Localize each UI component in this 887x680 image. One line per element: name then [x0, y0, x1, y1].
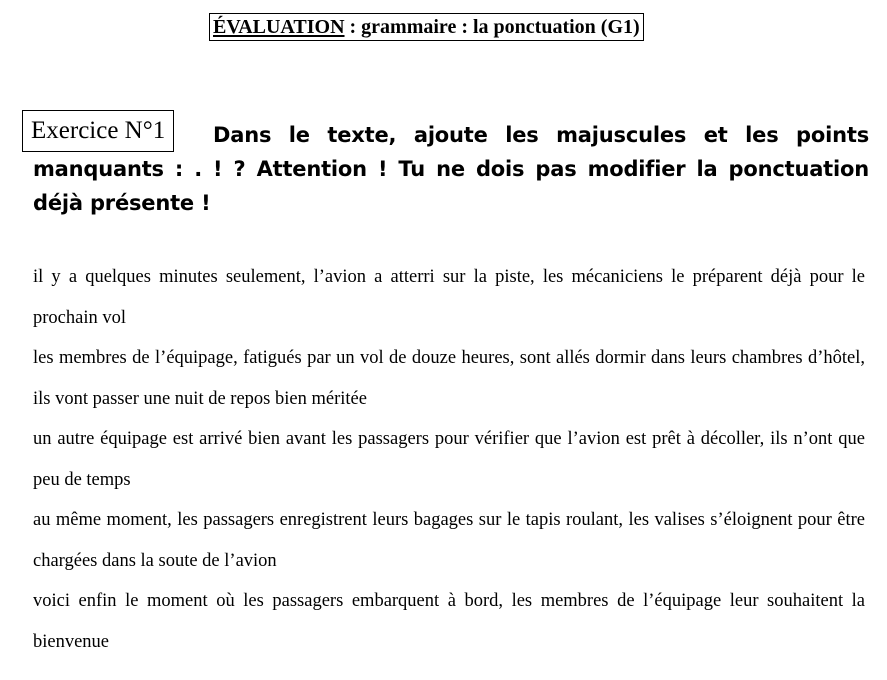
passage-paragraph: voici enfin le moment où les passagers embarquent à bord, les membres de l’équipage leur souhaitent la bienvenue — [33, 591, 865, 652]
passage-paragraph: au même moment, les passagers enregistrent leurs bagages sur le tapis roulant, les valises s’éloignent pour être chargées dans la soute de l’avion — [33, 510, 865, 571]
passage-paragraph: les membres de l’équipage, fatigués par un vol de douze heures, sont allés dormir dans leurs chambres d’hôtel, ils vont passer une nuit de repos bien méritée — [33, 348, 865, 409]
exercise-label: Exercice N°1 — [22, 110, 174, 152]
page-title — [209, 13, 644, 41]
page-title-subject: : grammaire : la ponctuation (G1) — [344, 16, 640, 38]
passage-paragraph: il y a quelques minutes seulement, l’avion a atterri sur la piste, les mécaniciens le préparent déjà pour le prochain vol — [33, 267, 865, 328]
exercise-instruction: Dans le texte, ajoute les majuscules et les points manquants : . ! ? Attention ! Tu ne dois pas modifier la ponctuation déjà présente ! — [33, 123, 869, 215]
page-title-evaluation: ÉVALUATION — [213, 16, 345, 38]
exercise-passage — [33, 257, 865, 662]
passage-paragraph: un autre équipage est arrivé bien avant les passagers pour vérifier que l’avion est prêt à décoller, ils n’ont que peu de temps — [33, 429, 865, 490]
